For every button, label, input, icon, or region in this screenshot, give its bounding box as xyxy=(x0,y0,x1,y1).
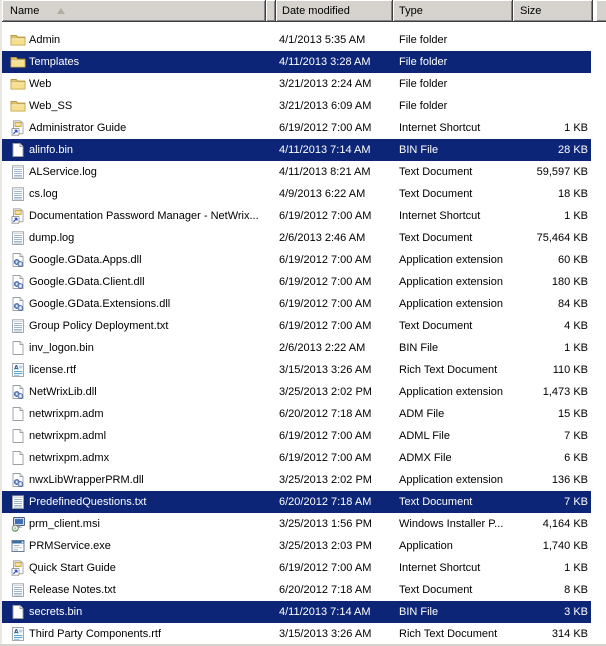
text-document-icon xyxy=(10,186,26,202)
file-size-cell: 8 KB xyxy=(564,584,588,596)
dll-file-icon xyxy=(10,384,26,400)
file-name-cell xyxy=(2,626,276,642)
file-name-cell xyxy=(2,252,276,268)
file-size-cell: 60 KB xyxy=(558,254,588,266)
file-type-cell: Text Document xyxy=(399,496,473,508)
file-type-cell: ADM File xyxy=(399,408,445,420)
file-name-cell xyxy=(2,120,276,136)
folder-icon xyxy=(10,54,26,70)
file-name-label: prm_client.msi xyxy=(29,518,100,530)
column-header-spacer[interactable] xyxy=(266,0,276,22)
file-size-cell: 4 KB xyxy=(564,320,588,332)
file-name-label: netwrixpm.adm xyxy=(29,408,104,420)
file-name-label: Google.GData.Apps.dll xyxy=(29,254,142,266)
file-name-label: Administrator Guide xyxy=(29,122,127,134)
file-size-cell: 3 KB xyxy=(564,606,588,618)
file-date-cell: 3/25/2013 2:02 PM xyxy=(279,474,372,486)
file-name-label: Google.GData.Client.dll xyxy=(29,276,145,288)
file-size-cell: 1 KB xyxy=(564,122,588,134)
file-size-cell: 6 KB xyxy=(564,452,588,464)
file-type-cell: Application extension xyxy=(399,276,503,288)
column-header-name-label: Name xyxy=(10,4,40,17)
file-type-cell: Internet Shortcut xyxy=(399,562,481,574)
file-name-label: cs.log xyxy=(29,188,58,200)
file-row[interactable] xyxy=(2,95,591,117)
file-name-label: ALService.log xyxy=(29,166,97,178)
installer-package-icon xyxy=(10,516,26,532)
file-name-cell xyxy=(2,604,276,620)
file-size-cell: 314 KB xyxy=(551,628,588,640)
blank-file-icon xyxy=(10,406,26,422)
file-name-cell xyxy=(2,142,276,158)
column-header-size[interactable] xyxy=(513,0,593,22)
file-date-cell: 3/21/2013 6:09 AM xyxy=(279,100,372,112)
file-name-cell xyxy=(2,98,276,114)
file-name-label: alinfo.bin xyxy=(29,144,74,156)
file-name-label: nwxLibWrapperPRM.dll xyxy=(29,474,144,486)
file-name-cell xyxy=(2,582,276,598)
file-name-cell xyxy=(2,76,276,92)
file-date-cell: 4/11/2013 7:14 AM xyxy=(279,606,371,618)
text-document-icon xyxy=(10,318,26,334)
file-row[interactable] xyxy=(2,469,591,491)
file-type-cell: ADMX File xyxy=(399,452,452,464)
file-type-cell: File folder xyxy=(399,34,448,46)
file-date-cell: 3/15/2013 3:26 AM xyxy=(279,628,372,640)
file-date-cell: 4/9/2013 6:22 AM xyxy=(279,188,366,200)
file-row[interactable] xyxy=(2,249,591,271)
folder-icon xyxy=(10,98,26,114)
dll-file-icon xyxy=(10,472,26,488)
file-date-cell: 2/6/2013 2:22 AM xyxy=(279,342,366,354)
file-name-label: netwrixpm.adml xyxy=(29,430,107,442)
file-size-cell: 84 KB xyxy=(558,298,588,310)
file-name-label: NetWrixLib.dll xyxy=(29,386,97,398)
file-row[interactable] xyxy=(2,117,591,139)
file-size-cell: 4,164 KB xyxy=(542,518,588,530)
blank-file-icon xyxy=(10,142,26,158)
file-size-cell: 136 KB xyxy=(551,474,588,486)
file-type-cell: ADML File xyxy=(399,430,450,442)
file-date-cell: 2/6/2013 2:46 AM xyxy=(279,232,366,244)
file-name-label: inv_logon.bin xyxy=(29,342,94,354)
column-header-date-modified-label: Date modified xyxy=(282,4,350,17)
file-type-cell: Application xyxy=(399,540,453,552)
file-list xyxy=(2,29,602,645)
file-type-cell: File folder xyxy=(399,78,448,90)
file-name-label: Web_SS xyxy=(29,100,73,112)
file-type-cell: Text Document xyxy=(399,166,473,178)
file-row[interactable] xyxy=(2,557,591,579)
application-icon xyxy=(10,538,26,554)
file-size-cell: 180 KB xyxy=(551,276,588,288)
file-row[interactable] xyxy=(2,161,591,183)
blank-file-icon xyxy=(10,428,26,444)
file-name-cell xyxy=(2,318,276,334)
file-date-cell: 6/19/2012 7:00 AM xyxy=(279,562,372,574)
column-header-trailing[interactable] xyxy=(596,0,606,22)
dll-file-icon xyxy=(10,252,26,268)
file-row[interactable] xyxy=(2,139,591,161)
file-name-cell xyxy=(2,560,276,576)
file-type-cell: Text Document xyxy=(399,584,473,596)
file-name-label: PredefinedQuestions.txt xyxy=(29,496,147,508)
file-row[interactable] xyxy=(2,293,591,315)
file-size-cell: 110 KB xyxy=(552,364,588,376)
file-size-cell: 7 KB xyxy=(564,430,588,442)
file-name-cell xyxy=(2,208,276,224)
file-row[interactable] xyxy=(2,579,591,601)
column-headers xyxy=(2,0,606,22)
folder-icon xyxy=(10,76,26,92)
file-date-cell: 6/20/2012 7:18 AM xyxy=(279,584,372,596)
file-size-cell: 75,464 KB xyxy=(536,232,588,244)
file-date-cell: 6/19/2012 7:00 AM xyxy=(279,210,372,222)
column-header-date-modified[interactable] xyxy=(276,0,393,22)
dll-file-icon xyxy=(10,296,26,312)
svg-text:A: A xyxy=(14,364,19,372)
blank-file-icon xyxy=(10,340,26,356)
file-name-cell xyxy=(2,32,276,48)
file-type-cell: BIN File xyxy=(399,606,439,618)
file-date-cell: 6/19/2012 7:00 AM xyxy=(279,122,372,134)
file-row[interactable] xyxy=(2,183,591,205)
file-name-label: Web xyxy=(29,78,52,90)
file-size-cell: 28 KB xyxy=(558,144,588,156)
file-name-label: Templates xyxy=(29,56,80,68)
file-name-cell xyxy=(2,406,276,422)
file-date-cell: 3/15/2013 3:26 AM xyxy=(279,364,372,376)
column-header-size-label: Size xyxy=(520,4,542,17)
file-date-cell: 6/19/2012 7:00 AM xyxy=(279,276,372,288)
file-date-cell: 6/19/2012 7:00 AM xyxy=(279,298,372,310)
file-type-cell: Text Document xyxy=(399,188,473,200)
file-name-label: Release Notes.txt xyxy=(29,584,116,596)
file-row[interactable] xyxy=(2,601,591,623)
file-name-label: Group Policy Deployment.txt xyxy=(29,320,169,332)
file-row[interactable] xyxy=(2,403,591,425)
file-row[interactable] xyxy=(2,227,591,249)
file-row[interactable] xyxy=(2,623,591,645)
internet-shortcut-icon xyxy=(10,208,26,224)
file-date-cell: 4/11/2013 8:21 AM xyxy=(279,166,371,178)
file-row[interactable] xyxy=(2,271,591,293)
file-date-cell: 4/11/2013 7:14 AM xyxy=(279,144,371,156)
file-name-cell xyxy=(2,516,276,532)
text-document-icon xyxy=(10,230,26,246)
file-name-label: secrets.bin xyxy=(29,606,83,618)
file-name-cell xyxy=(2,54,276,70)
file-row[interactable] xyxy=(2,513,591,535)
sort-ascending-icon xyxy=(57,8,65,14)
file-name-label: dump.log xyxy=(29,232,75,244)
file-size-cell: 1 KB xyxy=(564,210,588,222)
file-name-label: Third Party Components.rtf xyxy=(29,628,162,640)
file-name-label: license.rtf xyxy=(29,364,77,376)
file-type-cell: Internet Shortcut xyxy=(399,122,481,134)
file-name-label: PRMService.exe xyxy=(29,540,111,552)
file-row[interactable] xyxy=(2,447,591,469)
file-date-cell: 4/1/2013 5:35 AM xyxy=(279,34,366,46)
file-size-cell: 7 KB xyxy=(564,496,588,508)
file-name-label: Google.GData.Extensions.dll xyxy=(29,298,171,310)
column-header-name[interactable] xyxy=(2,0,266,22)
text-document-icon xyxy=(10,494,26,510)
file-type-cell: Text Document xyxy=(399,232,473,244)
file-type-cell: Internet Shortcut xyxy=(399,210,481,222)
internet-shortcut-icon xyxy=(10,120,26,136)
internet-shortcut-icon xyxy=(10,560,26,576)
file-date-cell: 6/19/2012 7:00 AM xyxy=(279,254,372,266)
file-type-cell: Application extension xyxy=(399,386,503,398)
file-name-cell xyxy=(2,384,276,400)
file-row[interactable] xyxy=(2,491,591,513)
file-size-cell: 15 KB xyxy=(558,408,588,420)
file-row[interactable] xyxy=(2,205,591,227)
svg-text:A: A xyxy=(14,628,19,636)
file-name-cell xyxy=(2,274,276,290)
file-type-cell: Windows Installer P... xyxy=(399,518,504,530)
file-type-cell: File folder xyxy=(399,100,448,112)
file-date-cell: 3/25/2013 1:56 PM xyxy=(279,518,372,530)
file-date-cell: 6/19/2012 7:00 AM xyxy=(279,430,372,442)
file-size-cell: 1,740 KB xyxy=(542,540,588,552)
file-date-cell: 6/20/2012 7:18 AM xyxy=(279,408,372,420)
file-row[interactable] xyxy=(2,315,591,337)
file-type-cell: BIN File xyxy=(399,144,439,156)
file-name-cell xyxy=(2,230,276,246)
folder-icon xyxy=(10,32,26,48)
file-date-cell: 4/11/2013 3:28 AM xyxy=(279,56,371,68)
file-date-cell: 3/25/2013 2:02 PM xyxy=(279,386,372,398)
column-header-type[interactable] xyxy=(393,0,513,22)
file-type-cell: BIN File xyxy=(399,342,439,354)
file-type-cell: Application extension xyxy=(399,254,503,266)
file-date-cell: 6/19/2012 7:00 AM xyxy=(279,320,372,332)
file-type-cell: File folder xyxy=(399,56,448,68)
file-name-cell xyxy=(2,538,276,554)
file-name-cell xyxy=(2,186,276,202)
dll-file-icon xyxy=(10,274,26,290)
file-date-cell: 3/21/2013 2:24 AM xyxy=(279,78,372,90)
file-row[interactable] xyxy=(2,425,591,447)
file-row[interactable] xyxy=(2,29,591,51)
file-row[interactable] xyxy=(2,337,591,359)
file-row[interactable] xyxy=(2,535,591,557)
file-size-cell: 1,473 KB xyxy=(542,386,588,398)
file-type-cell: Rich Text Document xyxy=(399,628,498,640)
rtf-document-icon xyxy=(10,626,26,642)
blank-file-icon xyxy=(10,604,26,620)
text-document-icon xyxy=(10,582,26,598)
file-name-cell xyxy=(2,494,276,510)
file-type-cell: Application extension xyxy=(399,474,503,486)
file-size-cell: 1 KB xyxy=(564,562,588,574)
file-name-cell xyxy=(2,164,276,180)
file-size-cell: 18 KB xyxy=(558,188,588,200)
column-header-type-label: Type xyxy=(399,4,423,17)
file-size-cell: 1 KB xyxy=(564,342,588,354)
file-row[interactable] xyxy=(2,73,591,95)
blank-file-icon xyxy=(10,450,26,466)
file-row[interactable] xyxy=(2,51,591,73)
file-type-cell: Text Document xyxy=(399,320,473,332)
rtf-document-icon xyxy=(10,362,26,378)
file-name-label: Quick Start Guide xyxy=(29,562,116,574)
file-type-cell: Rich Text Document xyxy=(399,364,498,376)
file-type-cell: Application extension xyxy=(399,298,503,310)
file-date-cell: 3/25/2013 2:03 PM xyxy=(279,540,372,552)
file-name-cell xyxy=(2,428,276,444)
file-name-cell xyxy=(2,362,276,378)
text-document-icon xyxy=(10,164,26,180)
file-name-label: Documentation Password Manager - NetWrix... xyxy=(29,210,259,222)
file-date-cell: 6/20/2012 7:18 AM xyxy=(279,496,372,508)
file-row[interactable] xyxy=(2,359,591,381)
file-name-cell xyxy=(2,450,276,466)
file-row[interactable] xyxy=(2,381,591,403)
file-size-cell: 59,597 KB xyxy=(536,166,588,178)
left-edge xyxy=(0,0,2,646)
file-name-label: Admin xyxy=(29,34,61,46)
file-name-label: netwrixpm.admx xyxy=(29,452,110,464)
file-name-cell xyxy=(2,296,276,312)
file-name-cell xyxy=(2,472,276,488)
file-date-cell: 6/19/2012 7:00 AM xyxy=(279,452,372,464)
file-name-cell xyxy=(2,340,276,356)
